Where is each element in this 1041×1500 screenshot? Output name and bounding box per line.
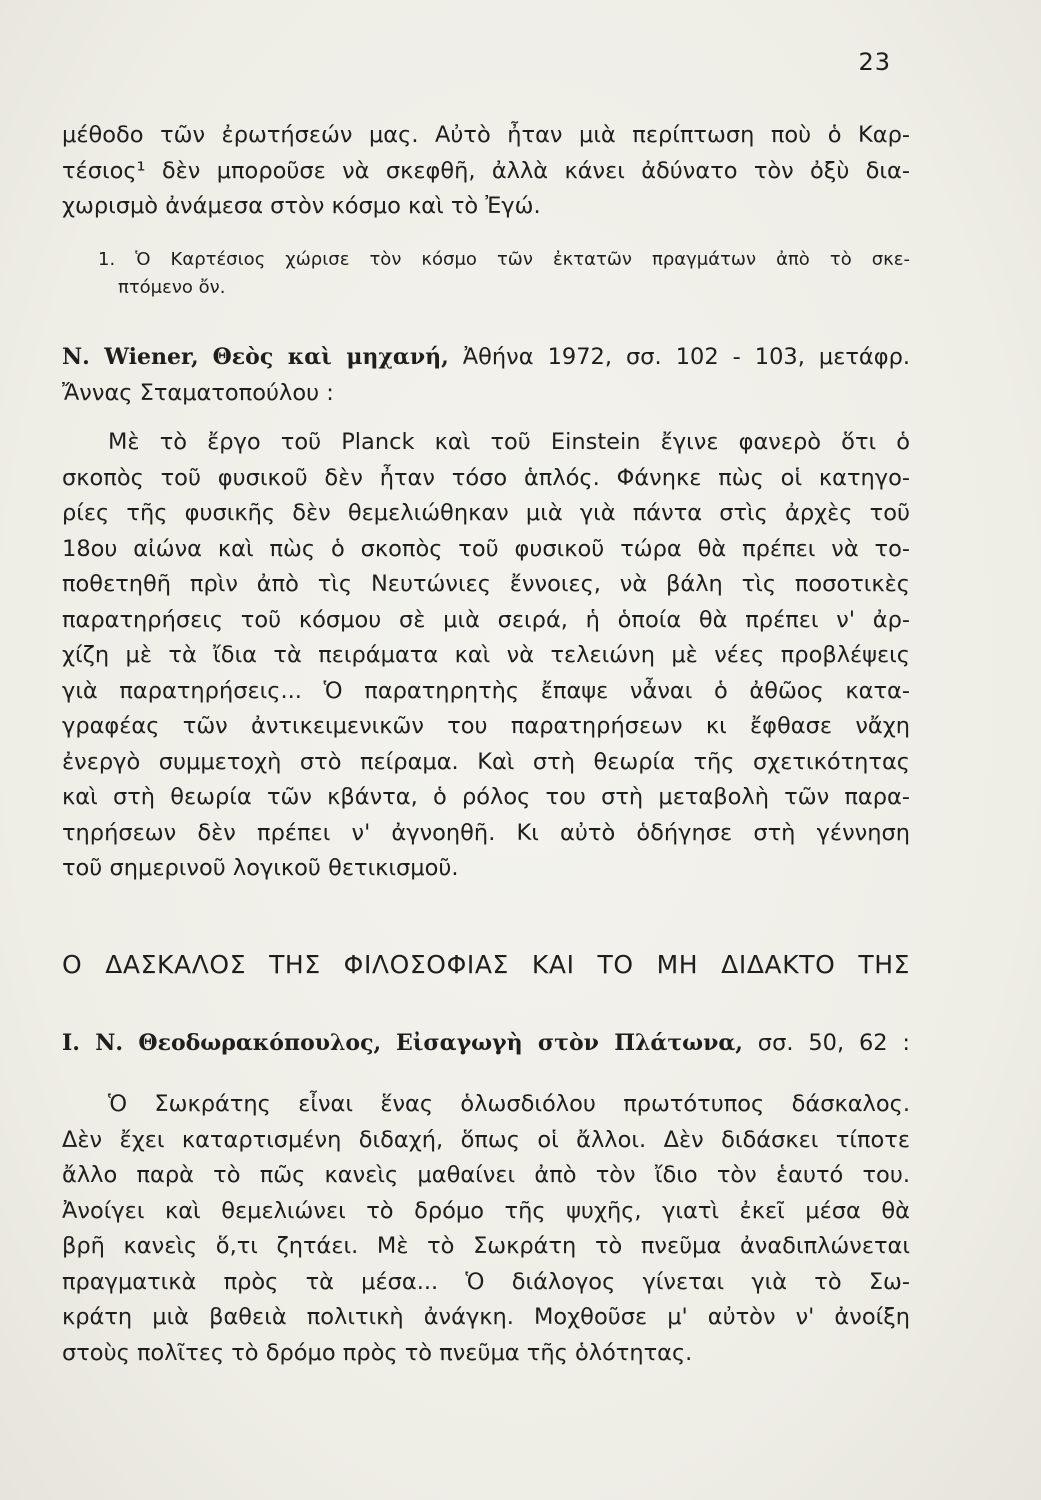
text-line: ρίες τῆς φυσικῆς δὲν θεμελιώθηκαν μιὰ γιὰ πάντα στὶς ἀρχὲς τοῦ — [62, 500, 910, 526]
text-line: 18ου αἰώνα καὶ πὼς ὁ σκοπὸς τοῦ φυσικοῦ τώρα θὰ πρέπει νὰ το- — [62, 535, 910, 562]
text-line: ἐνεργὸ συμμετοχὴ στὸ πείραμα. Καὶ στὴ θεωρία τῆς σχετικότητας — [62, 748, 910, 775]
citation-title: Εἰσαγωγὴ στὸν Πλάτωνα, — [396, 1030, 743, 1056]
citation-author: Ι. Ν. Θεοδωρακόπουλος, — [62, 1030, 382, 1056]
citation-title: Θεὸς καὶ μηχανή, — [212, 344, 449, 370]
citation-details: Ἀθήνα 1972, σσ. 102 - 103, μετάφρ. — [448, 344, 911, 370]
text-line: Ὁ Σωκράτης εἶναι ἕνας ὁλωσδιόλου πρωτότυπος δάσκαλος. — [108, 1091, 910, 1117]
citation-line — [62, 1026, 910, 1062]
text-line: παρατηρήσεις τοῦ κόσμου σὲ μιὰ σειρά, ἡ ὁποία θὰ πρέπει ν' ἀρ- — [62, 606, 910, 633]
citation-details: σσ. 50, 62 : — [742, 1030, 910, 1056]
section-heading-text: Ο ΔΑΣΚΑΛΟΣ ΤΗΣ ΦΙΛΟΣΟΦΙΑΣ ΚΑΙ ΤΟ ΜΗ ΔΙΔΑΚΤΟ ΤΗΣ — [62, 950, 910, 979]
text-line: ποθετηθῆ πρὶν ἀπὸ τὶς Νευτώνιες ἔννοιες, νὰ βάλη τὶς ποσοτικὲς — [62, 571, 910, 597]
text-line: Μὲ τὸ ἔργο τοῦ Planck καὶ τοῦ Einstein ἔγινε φανερὸ ὅτι ὁ — [108, 429, 910, 455]
text-line: χίζη μὲ τὰ ἴδια τὰ πειράματα καὶ νὰ τελειώνη μὲ νέες προβλέψεις — [62, 642, 910, 668]
text-line: τοῦ σημερινοῦ λογικοῦ θετικισμοῦ. — [62, 855, 459, 881]
footnote-line: πτόμενο ὄν. — [118, 277, 226, 298]
citation-line — [62, 340, 910, 376]
text-line: γραφέας τῶν ἀντικειμενικῶν του παρατηρήσεων κι ἔφθασε νἄχη — [62, 713, 910, 739]
text-line: καὶ στὴ θεωρία τῶν κβάντα, ὁ ρόλος του στὴ μεταβολὴ τῶν παρα- — [62, 784, 910, 810]
citation-theodorakopoulos — [62, 1026, 910, 1062]
paragraph-2 — [62, 425, 910, 887]
text-line: κράτη μιὰ βαθειὰ πολιτικὴ ἀνάγκη. Μοχθοῦσε μ' αὐτὸν ν' ἀνοίξη — [62, 1304, 910, 1330]
citation-author: Ν. Wiener, — [62, 344, 199, 370]
citation-translator: Ἄννας Σταματοπούλου : — [62, 379, 334, 406]
text-line: Δὲν ἔχει καταρτισμένη διδαχή, ὅπως οἱ ἄλλοι. Δὲν διδάσκει τίποτε — [62, 1126, 910, 1153]
text-line: χωρισμὸ ἀνάμεσα στὸν κόσμο καὶ τὸ Ἐγώ. — [62, 193, 541, 219]
text-line: σκοπὸς τοῦ φυσικοῦ δὲν ἦταν τόσο ἁπλός. Φάνηκε πὼς οἱ κατηγο- — [62, 464, 910, 491]
text-line: μέθοδο τῶν ἐρωτήσεών μας. Αὐτὸ ἦταν μιὰ περίπτωση ποὺ ὁ Καρ- — [62, 122, 910, 148]
text-line: πραγματικὰ πρὸς τὰ μέσα... Ὁ διάλογος γίνεται γιὰ τὸ Σω- — [62, 1268, 910, 1295]
footnote-line: 1. Ὁ Καρτέσιος χώρισε τὸν κόσμο τῶν ἐκτατῶν πραγμάτων ἀπὸ τὸ σκε- — [98, 249, 910, 270]
page-number: 23 — [858, 48, 891, 76]
paragraph-1 — [62, 118, 910, 225]
text-line: γιὰ παρατηρήσεις... Ὁ παρατηρητὴς ἔπαψε νἆναι ὁ ἀθῶος κατα- — [62, 677, 910, 704]
footnote — [62, 246, 910, 302]
citation-wiener — [62, 340, 910, 411]
text-line: ἄλλο παρὰ τὸ πῶς κανεὶς μαθαίνει ἀπὸ τὸν ἴδιο τὸν ἑαυτό του. — [62, 1162, 910, 1188]
text-line: τέσιος¹ δὲν μποροῦσε νὰ σκεφθῆ, ἀλλὰ κάνει ἀδύνατο τὸν ὀξὺ δια- — [62, 157, 910, 184]
section-heading — [62, 950, 910, 979]
text-line: τηρήσεων δὲν πρέπει ν' ἀγνοηθῆ. Κι αὐτὸ ὁδήγησε στὴ γέννηση — [62, 819, 910, 846]
text-line: βρῆ κανεὶς ὅ,τι ζητάει. Μὲ τὸ Σωκράτη τὸ πνεῦμα ἀναδιπλώνεται — [62, 1233, 910, 1259]
text-line: στοὺς πολῖτες τὸ δρόμο πρὸς τὸ πνεῦμα τῆς ὁλότητας. — [62, 1339, 693, 1366]
text-line: Ἀνοίγει καὶ θεμελιώνει τὸ δρόμο τῆς ψυχῆς, γιατὶ ἐκεῖ μέσα θὰ — [62, 1197, 910, 1224]
paragraph-3 — [62, 1087, 910, 1371]
